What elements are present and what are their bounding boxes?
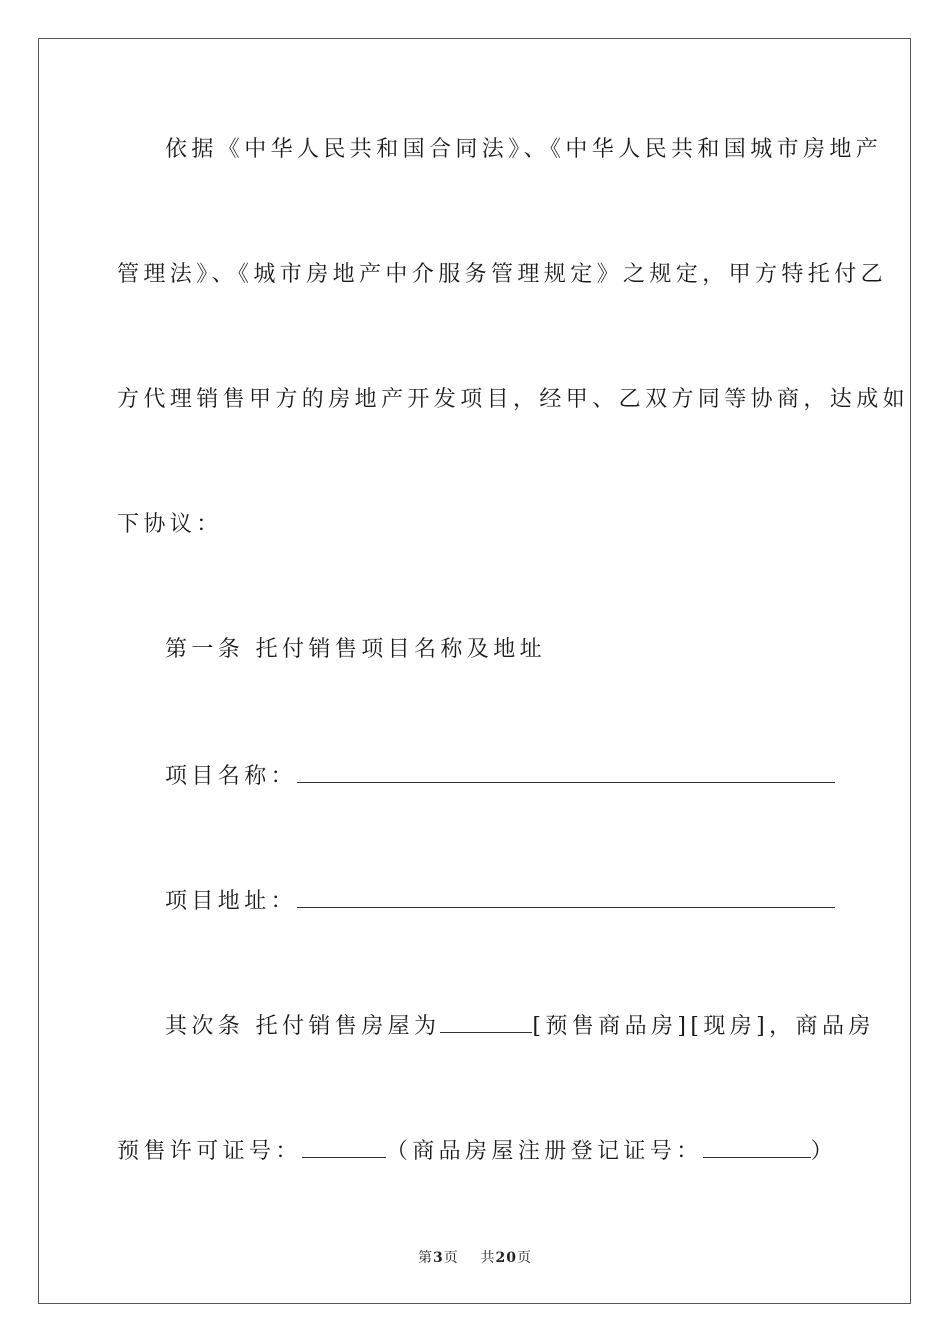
sale-type-blank[interactable] — [440, 1010, 532, 1033]
project-address-blank[interactable] — [297, 885, 835, 908]
article-1-title: 第一条 托付销售项目名称及地址 — [165, 637, 546, 662]
page-suffix: 页 — [443, 1250, 459, 1266]
register-number-blank[interactable] — [703, 1135, 811, 1158]
project-address-label: 项目地址： — [165, 889, 298, 914]
register-close: ） — [810, 1139, 838, 1164]
project-name-label: 项目名称： — [165, 764, 298, 789]
page-prefix: 第 — [417, 1250, 433, 1266]
permit-label: 预售许可证号： — [117, 1139, 302, 1164]
page-footer — [0, 1247, 950, 1267]
article-2-row — [165, 1010, 885, 1042]
intro-line-3: 方代理销售甲方的房地产开发项目，经甲、乙双方同等协商，达成如 — [117, 387, 910, 412]
total-suffix: 页 — [517, 1250, 533, 1266]
permit-row — [117, 1135, 837, 1167]
intro-line-4: 下协议： — [117, 512, 223, 537]
article-2-part-2: [预售商品房][现房]，商品房 — [532, 1014, 875, 1039]
intro-line-2: 管理法》、《城市房地产中介服务管理规定》之规定，甲方特托付乙 — [117, 262, 888, 287]
register-label: （商品房屋注册登记证号： — [385, 1139, 703, 1164]
permit-number-blank[interactable] — [302, 1135, 386, 1158]
project-name-row — [165, 760, 885, 792]
page-border — [38, 38, 911, 1304]
article-2-part-1: 其次条 托付销售房屋为 — [165, 1014, 441, 1039]
page-current: 3 — [432, 1250, 444, 1266]
total-prefix: 共 — [480, 1250, 496, 1266]
project-address-row — [165, 885, 885, 917]
intro-line-1: 依据《中华人民共和国合同法》、《中华人民共和国城市房地产 — [165, 137, 883, 162]
project-name-blank[interactable] — [297, 760, 835, 783]
page-total: 20 — [495, 1250, 518, 1266]
